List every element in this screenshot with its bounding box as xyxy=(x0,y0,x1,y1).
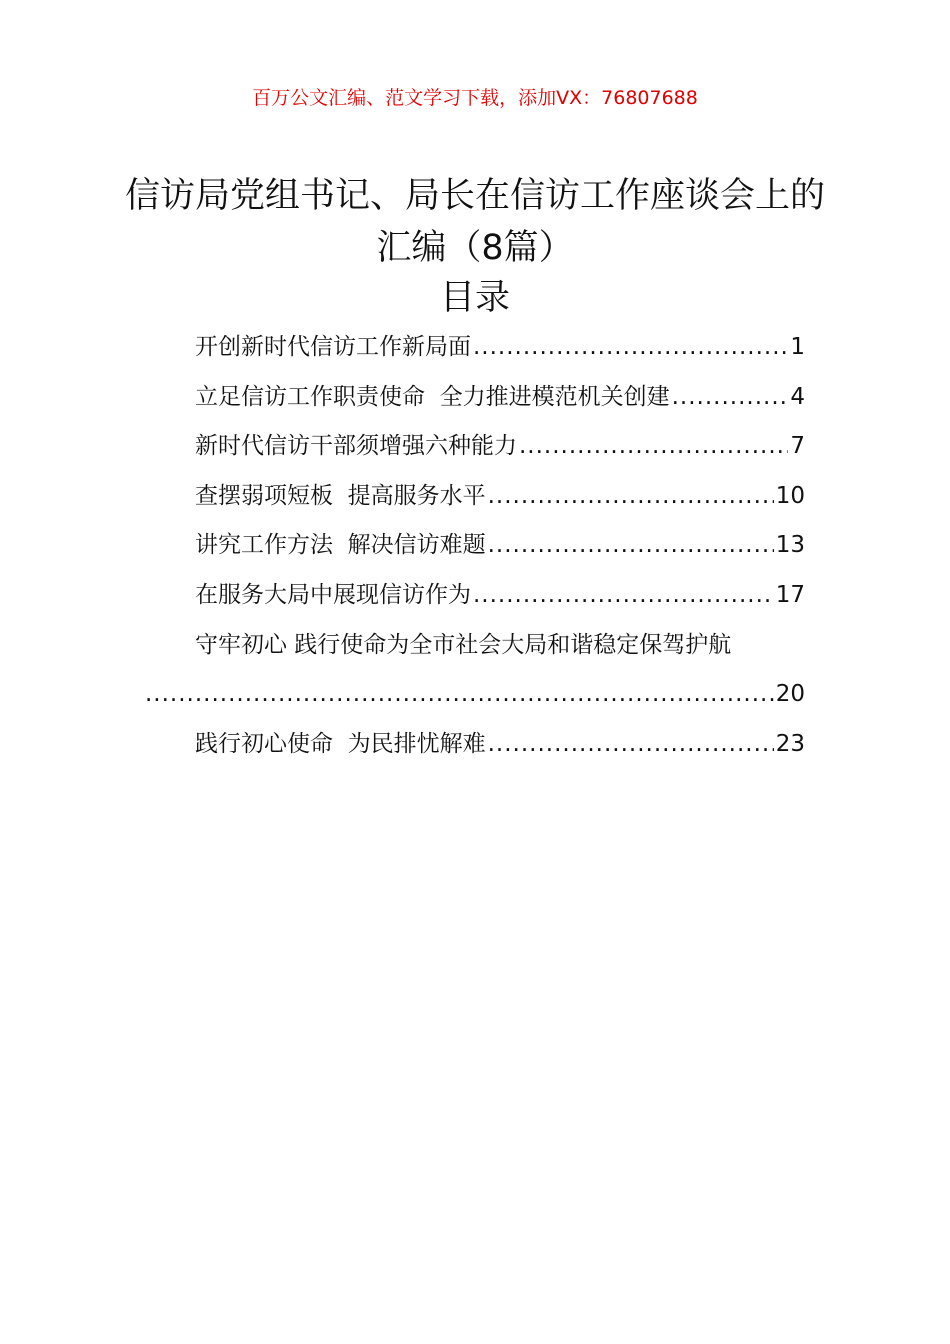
toc-entry-title: 讲究工作方法 解决信访难题 xyxy=(195,532,486,559)
toc-entry-title: 守牢初心 践行使命为全市社会大局和谐稳定保驾护航 xyxy=(195,631,732,658)
toc-entry-title: 在服务大局中展现信访作为 xyxy=(195,581,471,608)
watermark-text: 百万公文汇编、范文学习下载，添加VX：76807688 xyxy=(252,87,698,109)
toc-entry-title: 立足信访工作职责使命 全力推进模范机关创建 xyxy=(195,383,670,410)
toc-heading: 目录 xyxy=(439,278,510,318)
toc-entry[interactable] xyxy=(145,523,805,573)
toc-entry-page: 20 xyxy=(775,681,805,708)
toc-entry[interactable] xyxy=(145,573,805,623)
toc-entry[interactable] xyxy=(145,325,805,375)
toc-entry-continuation xyxy=(145,672,805,722)
toc-dot-leader xyxy=(488,722,774,766)
toc-entry-page: 13 xyxy=(775,532,805,559)
toc-entry-page: 10 xyxy=(775,482,805,509)
toc-dot-leader xyxy=(488,523,774,567)
toc-entry-page: 17 xyxy=(775,581,805,608)
toc-entry[interactable] xyxy=(145,375,805,425)
toc-entry-page: 1 xyxy=(790,334,805,360)
toc-entry-page: 23 xyxy=(775,730,805,757)
toc-dot-leader xyxy=(672,375,789,419)
toc-entry[interactable] xyxy=(145,424,805,474)
toc-entry-title: 开创新时代信访工作新局面 xyxy=(195,334,471,360)
toc-dot-leader xyxy=(473,573,774,617)
toc-entry-title: 新时代信访干部须增强六种能力 xyxy=(195,433,517,460)
toc-dot-leader xyxy=(519,424,788,468)
toc-entry-title: 查摆弱项短板 提高服务水平 xyxy=(195,482,486,509)
table-of-contents xyxy=(145,325,805,771)
toc-entry[interactable] xyxy=(145,722,805,772)
document-title: 信访局党组书记、局长在信访工作座谈会上的汇编（8篇） xyxy=(124,176,825,268)
toc-entry[interactable] xyxy=(145,623,805,722)
toc-entry[interactable] xyxy=(145,474,805,524)
toc-dot-leader xyxy=(473,325,788,369)
toc-dot-leader xyxy=(145,672,774,716)
toc-entry-title: 践行初心使命 为民排忧解难 xyxy=(195,730,486,757)
toc-entry-page: 7 xyxy=(790,433,805,460)
toc-dot-leader xyxy=(488,474,774,518)
toc-entry-page: 4 xyxy=(790,383,805,410)
